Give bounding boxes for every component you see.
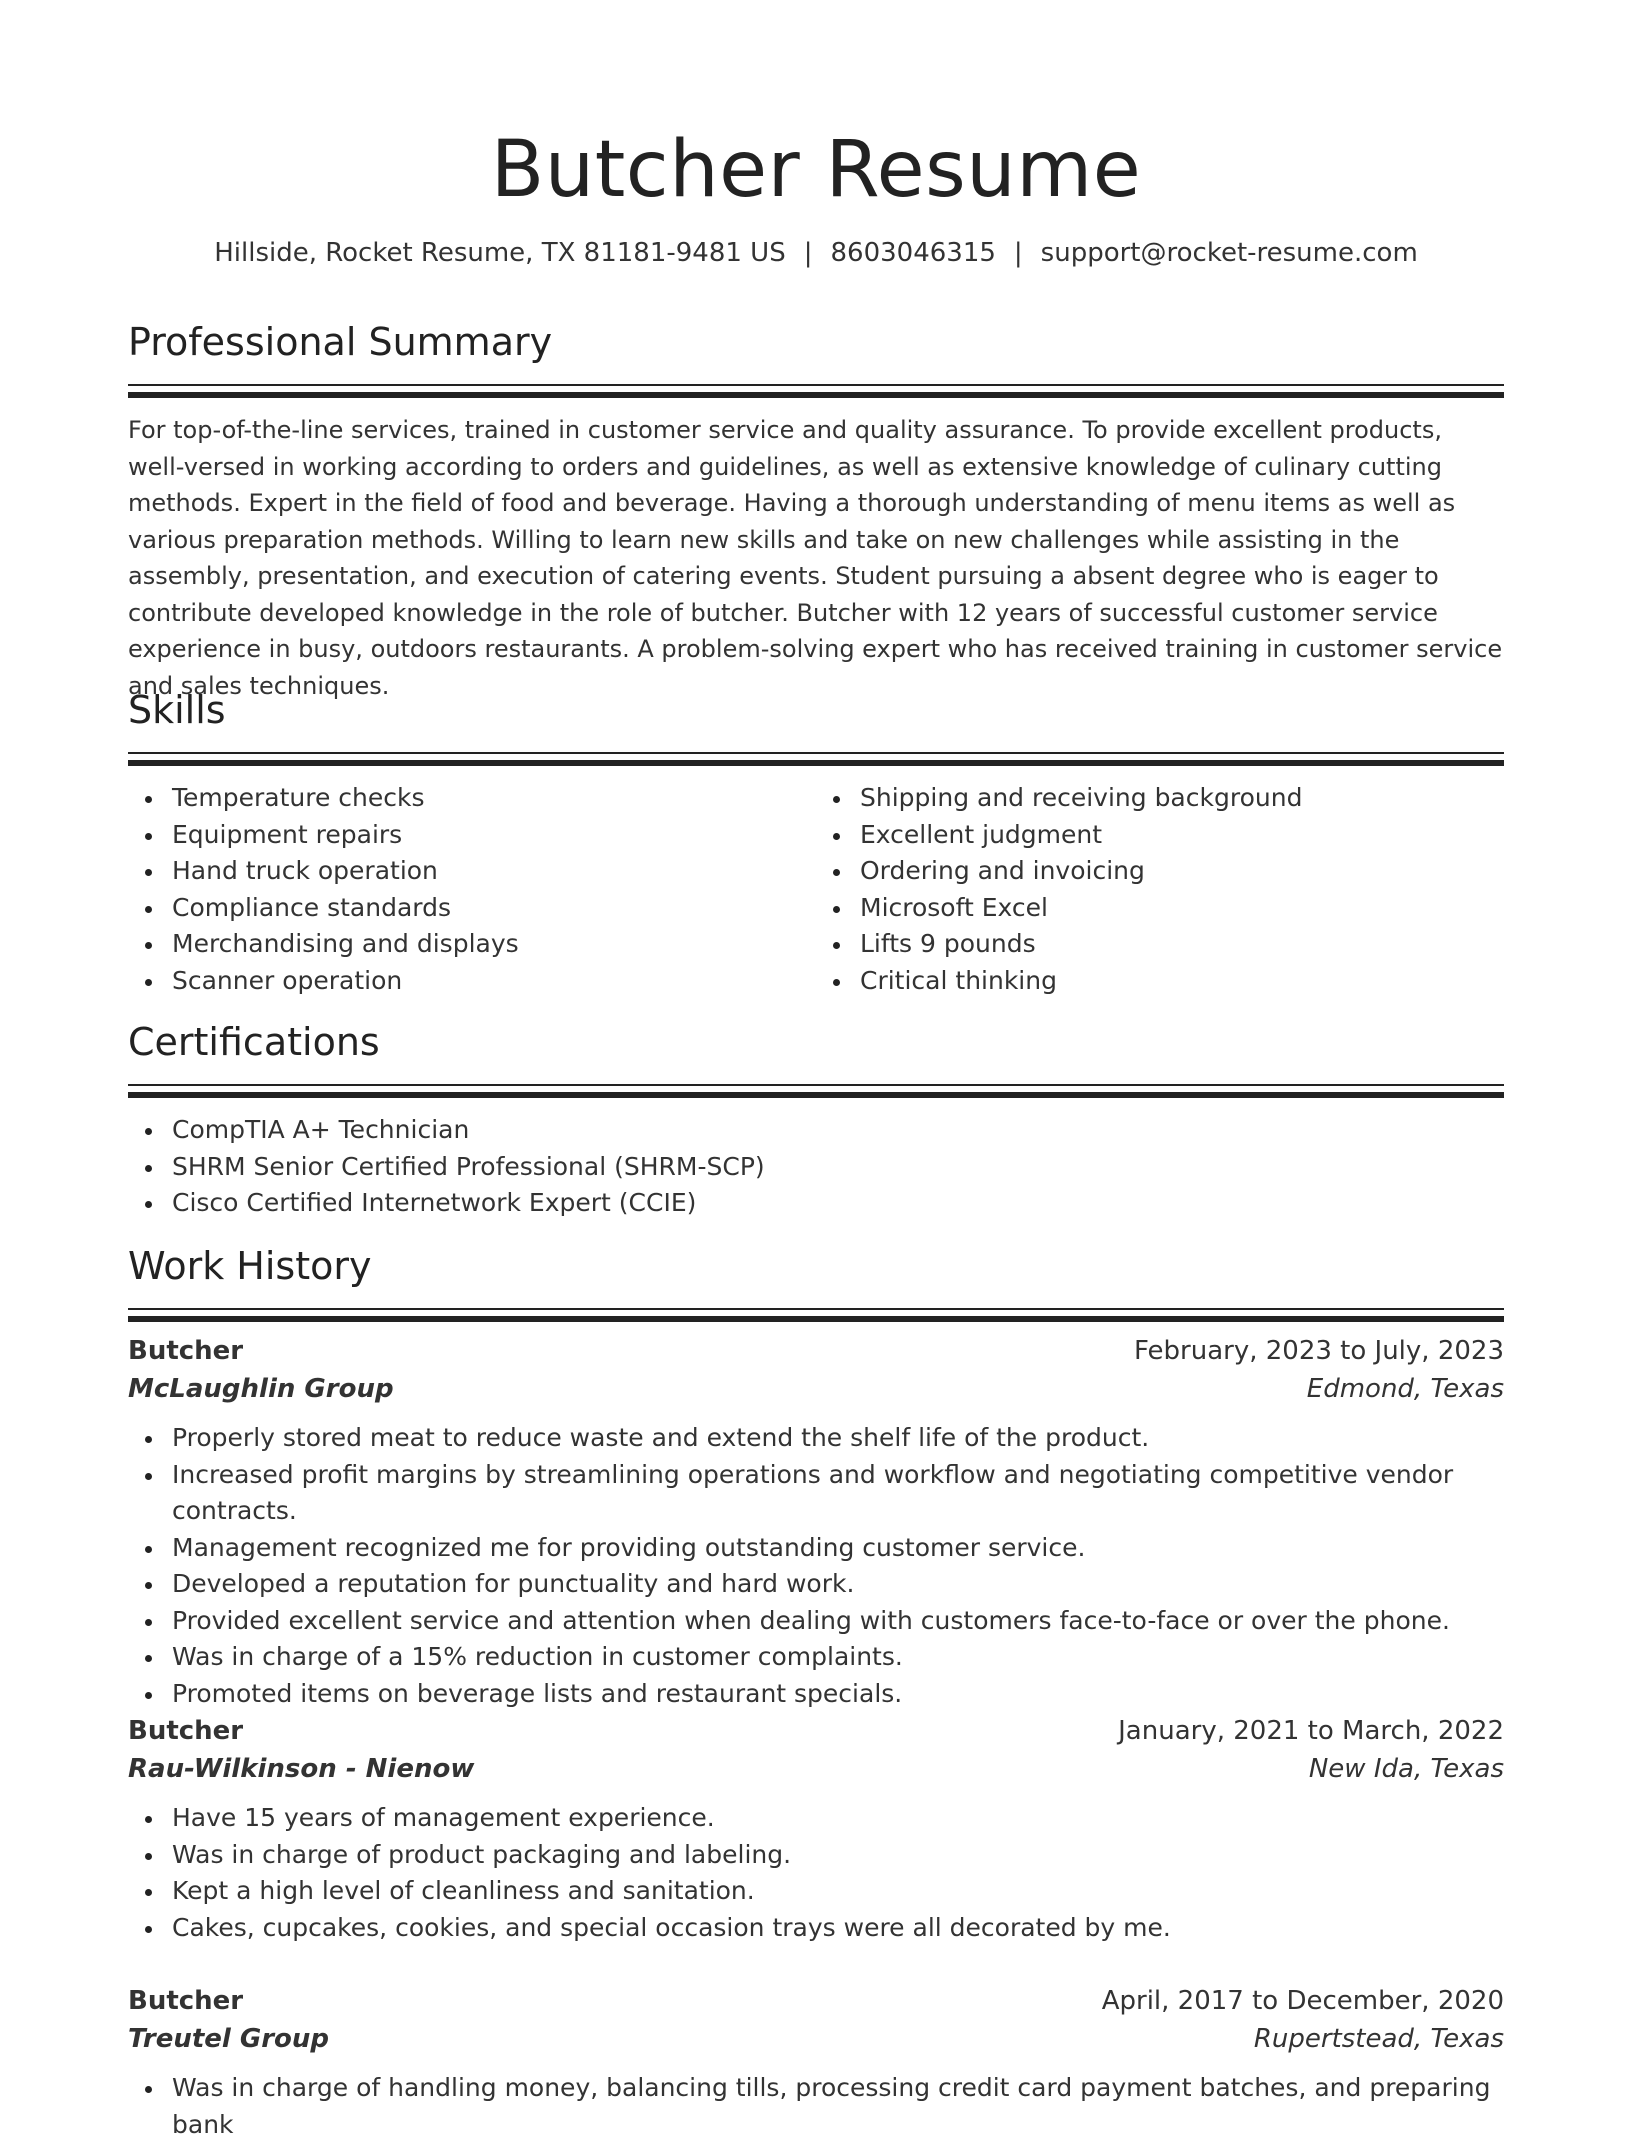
job-header	[128, 1332, 1504, 1370]
contact-separator: |	[803, 238, 813, 268]
job-bullet: Management recognized me for providing outstanding customer service.	[172, 1530, 1504, 1567]
job-location: Edmond, Texas	[1306, 1374, 1504, 1404]
job-subheader	[128, 1750, 1504, 1788]
contact-email: support@rocket-resume.com	[1040, 238, 1418, 268]
job-header	[128, 1982, 1504, 2020]
job-bullet: Developed a reputation for punctuality and hard work.	[172, 1566, 1504, 1603]
certifications-title: Certifications	[128, 1020, 380, 1064]
certification-item: SHRM Senior Certified Professional (SHRM-SCP)	[172, 1149, 1504, 1186]
section-rule	[128, 384, 1504, 386]
job-bullet: Increased profit margins by streamlining operations and workflow and negotiating competitive vendor contracts.	[172, 1457, 1504, 1530]
skills-column-right	[816, 780, 1504, 999]
section-rule	[128, 752, 1504, 754]
job-company: Treutel Group	[128, 2024, 330, 2054]
job-bullet: Cakes, cupcakes, cookies, and special occasion trays were all decorated by me.	[172, 1910, 1504, 1947]
skill-item: Temperature checks	[172, 780, 816, 817]
skill-item: Critical thinking	[860, 963, 1504, 1000]
skill-item: Shipping and receiving background	[860, 780, 1504, 817]
job-header	[128, 1712, 1504, 1750]
job-bullet: Provided excellent service and attention when dealing with customers face-to-face or over the phone.	[172, 1603, 1504, 1640]
job-bullet: Kept a high level of cleanliness and sanitation.	[172, 1873, 1504, 1910]
job-bullets	[128, 1420, 1504, 1712]
job-location: New Ida, Texas	[1308, 1754, 1504, 1784]
skill-item: Hand truck operation	[172, 853, 816, 890]
job-bullet: Was in charge of handling money, balancing tills, processing credit card payment batches, and preparing bank	[172, 2070, 1504, 2143]
contact-phone: 8603046315	[830, 238, 996, 268]
section-rule	[128, 1084, 1504, 1086]
section-rule-thick	[128, 392, 1504, 398]
work-history-title: Work History	[128, 1244, 372, 1288]
certifications-section	[128, 1018, 1504, 1222]
job-entry	[128, 1712, 1504, 1946]
job-bullet: Have 15 years of management experience.	[172, 1800, 1504, 1837]
resume-page	[128, 0, 1504, 2139]
skill-item: Excellent judgment	[860, 817, 1504, 854]
skill-item: Merchandising and displays	[172, 926, 816, 963]
summary-section	[128, 318, 1504, 704]
job-entry	[128, 1982, 1504, 2143]
certification-item: Cisco Certified Internetwork Expert (CCIE)	[172, 1185, 1504, 1222]
contact-separator: |	[1013, 238, 1023, 268]
job-dates: January, 2021 to March, 2022	[1118, 1716, 1504, 1746]
job-company: Rau-Wilkinson - Nienow	[128, 1754, 475, 1784]
job-company: McLaughlin Group	[128, 1374, 394, 1404]
skill-item: Ordering and invoicing	[860, 853, 1504, 890]
job-bullet: Promoted items on beverage lists and restaurant specials.	[172, 1676, 1504, 1713]
summary-text: For top-of-the-line services, trained in customer service and quality assurance. To provide excellent products, well-versed in working according to orders and guidelines, as well as extensive knowledge of culinary cutting methods. Expert in the field of food and beverage. Having a thorough understanding of menu items as well as various preparation methods. Willing to learn new skills and take on new challenges while assisting in the assembly, presentation, and execution of catering events. Student pursuing a absent degree who is eager to contribute developed knowledge in the role of butcher. Butcher with 12 years of successful customer service experience in busy, outdoors restaurants. A problem-solving expert who has received training in customer service and sales techniques.	[128, 416, 1503, 700]
job-bullets	[128, 1800, 1504, 1946]
section-rule-thick	[128, 1316, 1504, 1322]
skills-title: Skills	[128, 688, 226, 732]
contact-address: Hillside, Rocket Resume, TX 81181-9481 US	[214, 238, 786, 268]
section-rule-thick	[128, 1092, 1504, 1098]
job-entry	[128, 1332, 1504, 1712]
job-title: Butcher	[128, 1716, 244, 1746]
contact-line	[128, 236, 1504, 270]
resume-name: Butcher Resume	[490, 125, 1142, 215]
job-bullet: Properly stored meat to reduce waste and extend the shelf life of the product.	[172, 1420, 1504, 1457]
job-bullet: Was in charge of a 15% reduction in customer complaints.	[172, 1639, 1504, 1676]
skill-item: Equipment repairs	[172, 817, 816, 854]
job-title: Butcher	[128, 1986, 244, 2016]
job-bullet: Was in charge of product packaging and labeling.	[172, 1837, 1504, 1874]
job-location: Rupertstead, Texas	[1253, 2024, 1504, 2054]
job-dates: February, 2023 to July, 2023	[1134, 1336, 1504, 1366]
section-rule-thick	[128, 760, 1504, 766]
job-title: Butcher	[128, 1336, 244, 1366]
work-history-section	[128, 1242, 1504, 1322]
job-dates: April, 2017 to December, 2020	[1101, 1986, 1504, 2016]
skill-item: Compliance standards	[172, 890, 816, 927]
skill-item: Scanner operation	[172, 963, 816, 1000]
skills-columns	[128, 780, 1504, 999]
skill-item: Lifts 9 pounds	[860, 926, 1504, 963]
skill-item: Microsoft Excel	[860, 890, 1504, 927]
section-rule	[128, 1308, 1504, 1310]
summary-title: Professional Summary	[128, 320, 553, 364]
job-subheader	[128, 1370, 1504, 1408]
skills-section	[128, 686, 1504, 999]
certification-item: CompTIA A+ Technician	[172, 1112, 1504, 1149]
job-bullets	[128, 2070, 1504, 2143]
skills-column-left	[128, 780, 816, 999]
job-subheader	[128, 2020, 1504, 2058]
